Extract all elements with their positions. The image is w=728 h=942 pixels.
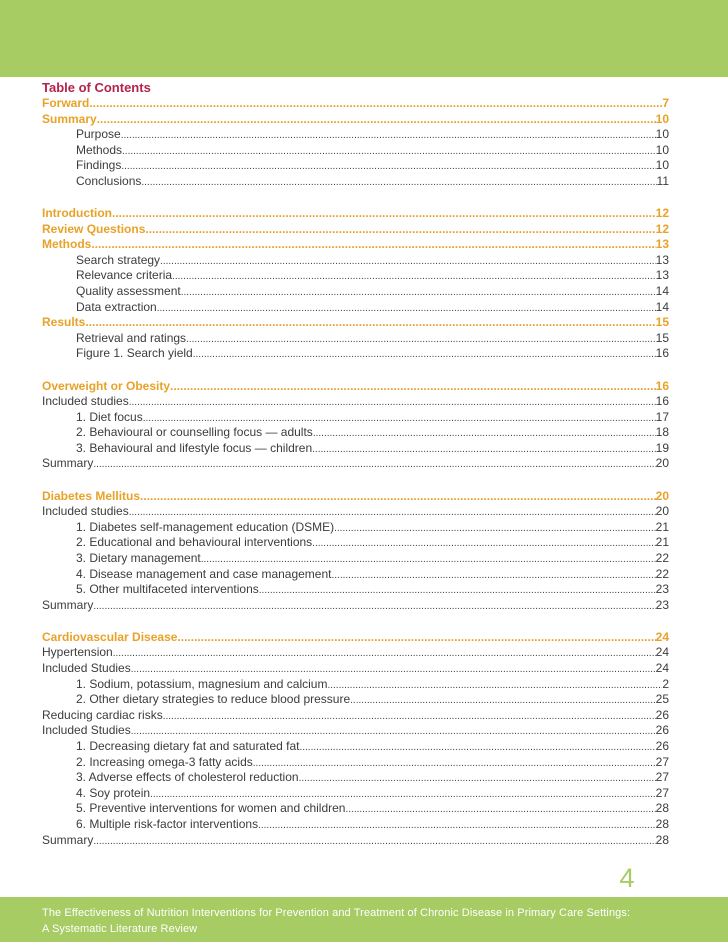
toc-entry[interactable] bbox=[42, 661, 669, 677]
toc-entry[interactable] bbox=[42, 456, 669, 472]
toc-leader-dots bbox=[97, 112, 656, 128]
toc-leader-dots bbox=[193, 346, 656, 362]
toc-entry-label: Introduction bbox=[42, 206, 112, 221]
toc-entry-page: 10 bbox=[655, 158, 669, 173]
toc-leader-dots bbox=[181, 284, 656, 300]
toc-entry-page: 19 bbox=[655, 440, 669, 455]
toc-spacer bbox=[42, 472, 669, 489]
toc-entry[interactable] bbox=[42, 535, 669, 551]
toc-section-entry[interactable] bbox=[42, 630, 669, 646]
toc-entry-page: 21 bbox=[655, 535, 669, 550]
toc-entry-label: Retrieval and ratings bbox=[76, 330, 187, 345]
toc-leader-dots bbox=[145, 222, 655, 238]
toc-entry-label: Hypertension bbox=[42, 645, 113, 660]
toc-entry[interactable] bbox=[42, 770, 669, 786]
toc-entry-label: 3. Dietary management bbox=[76, 550, 201, 565]
toc-entry[interactable] bbox=[42, 677, 669, 693]
toc-entry[interactable] bbox=[42, 331, 669, 347]
toc-section-entry[interactable] bbox=[42, 315, 669, 331]
toc-entry-label: 1. Decreasing dietary fat and saturated fat bbox=[76, 738, 300, 753]
toc-entry-label: 3. Adverse effects of cholesterol reduction bbox=[76, 770, 299, 785]
toc-entry-label: Methods bbox=[76, 142, 123, 157]
toc-spacer bbox=[42, 190, 669, 207]
toc-leader-dots bbox=[160, 253, 656, 269]
toc-entry[interactable] bbox=[42, 833, 669, 849]
toc-leader-dots bbox=[113, 645, 656, 661]
footer-line-1: The Effectiveness of Nutrition Interventions for Prevention and Treatment of Chronic Disease in Primary Care Settings: bbox=[42, 907, 631, 919]
toc-entry-page: 10 bbox=[655, 111, 669, 126]
toc-entry-page: 15 bbox=[655, 315, 669, 330]
toc-entry-label: Figure 1. Search yield bbox=[76, 346, 193, 361]
toc-entry-page: 23 bbox=[655, 582, 669, 597]
toc-entry[interactable] bbox=[42, 253, 669, 269]
toc-entry-label: Reducing cardiac risks bbox=[42, 707, 163, 722]
toc-section-entry[interactable] bbox=[42, 379, 669, 395]
toc-entry-label: 2. Educational and behavioural interventions bbox=[76, 535, 313, 550]
toc-entry[interactable] bbox=[42, 645, 669, 661]
toc-entry-page: 13 bbox=[655, 252, 669, 267]
toc-entry-label: Summary bbox=[42, 597, 94, 612]
toc-entry-page: 11 bbox=[656, 173, 669, 188]
toc-entry-page: 26 bbox=[655, 738, 669, 753]
toc-leader-dots bbox=[131, 723, 656, 739]
toc-entry-page: 22 bbox=[655, 566, 669, 581]
toc-entry[interactable] bbox=[42, 755, 669, 771]
toc-entry-page: 26 bbox=[655, 723, 669, 738]
toc-entry[interactable] bbox=[42, 394, 669, 410]
toc-entry-page: 17 bbox=[655, 409, 669, 424]
toc-entry-label: 5. Preventive interventions for women and children bbox=[76, 801, 346, 816]
toc-entry-label: 1. Diet focus bbox=[76, 409, 143, 424]
toc-entry-label: Conclusions bbox=[76, 173, 142, 188]
toc-entry-label: Forward bbox=[42, 96, 90, 110]
toc-entry[interactable] bbox=[42, 801, 669, 817]
toc-entry-label: Purpose bbox=[76, 127, 121, 142]
toc-entry-page: 24 bbox=[655, 629, 669, 644]
toc-entry[interactable] bbox=[42, 346, 669, 362]
toc-entry-page: 28 bbox=[655, 816, 669, 831]
toc-leader-dots bbox=[157, 300, 656, 316]
toc-leader-dots bbox=[299, 739, 655, 755]
toc-entry[interactable] bbox=[42, 708, 669, 724]
toc-entry-label: Review Questions bbox=[42, 221, 146, 236]
toc-entry-page: 27 bbox=[655, 754, 669, 769]
toc-leader-dots bbox=[332, 567, 656, 583]
toc-leader-dots bbox=[129, 394, 656, 410]
toc-entry[interactable] bbox=[42, 441, 669, 457]
toc-leader-dots bbox=[163, 708, 656, 724]
toc-entry-page: 24 bbox=[655, 645, 669, 660]
toc-entry-label: Included Studies bbox=[42, 661, 131, 675]
toc-entry-page: 25 bbox=[655, 692, 669, 707]
toc-leader-dots bbox=[93, 598, 655, 614]
toc-entry-page: 16 bbox=[655, 346, 669, 361]
toc-entry-page: 18 bbox=[655, 425, 669, 440]
toc-leader-dots bbox=[172, 268, 656, 284]
toc-leader-dots bbox=[334, 520, 656, 536]
toc-leader-dots bbox=[131, 661, 656, 677]
toc-entry-page: 2 bbox=[662, 676, 669, 691]
footer-line-2: A Systematic Literature Review bbox=[42, 922, 198, 935]
toc-entry[interactable] bbox=[42, 410, 669, 426]
toc-title: Table of Contents bbox=[42, 80, 151, 95]
toc-leader-dots bbox=[253, 755, 656, 771]
toc-entry-page: 14 bbox=[655, 299, 669, 314]
toc-leader-dots bbox=[313, 425, 656, 441]
toc-entry[interactable] bbox=[42, 284, 669, 300]
toc-entry[interactable] bbox=[42, 268, 669, 284]
table-of-contents bbox=[42, 80, 669, 848]
toc-entry-label: 4. Soy protein bbox=[76, 785, 151, 800]
toc-entry-label: Cardiovascular Disease bbox=[42, 629, 178, 644]
toc-leader-dots bbox=[327, 677, 662, 693]
toc-entry-label: Included studies bbox=[42, 394, 129, 409]
toc-entry-label: Included studies bbox=[42, 504, 129, 519]
toc-entry[interactable] bbox=[42, 598, 669, 614]
toc-leader-dots bbox=[89, 96, 662, 112]
toc-leader-dots bbox=[350, 692, 655, 708]
page-number: 4 bbox=[619, 863, 635, 893]
toc-entry-label: 5. Other multifaceted interventions bbox=[76, 582, 259, 597]
toc-section-entry[interactable] bbox=[42, 96, 669, 112]
toc-leader-dots bbox=[143, 410, 656, 426]
toc-entry-page: 16 bbox=[655, 378, 669, 393]
toc-spacer bbox=[42, 613, 669, 630]
toc-entry-page: 7 bbox=[662, 96, 669, 110]
toc-entry-label: Summary bbox=[42, 456, 94, 471]
toc-entry[interactable] bbox=[42, 520, 669, 536]
toc-leader-dots bbox=[186, 331, 656, 347]
toc-entry-page: 20 bbox=[655, 456, 669, 471]
toc-section-entry[interactable] bbox=[42, 206, 669, 222]
toc-entry[interactable] bbox=[42, 567, 669, 583]
toc-entry[interactable] bbox=[42, 504, 669, 520]
toc-leader-dots bbox=[201, 551, 656, 567]
toc-leader-dots bbox=[259, 582, 656, 598]
toc-leader-dots bbox=[121, 127, 656, 143]
toc-entry[interactable] bbox=[42, 817, 669, 833]
toc-entry-label: 2. Other dietary strategies to reduce blood pressure bbox=[76, 692, 351, 707]
toc-entry[interactable] bbox=[42, 551, 669, 567]
toc-entry-page: 24 bbox=[655, 661, 669, 675]
toc-entry-page: 23 bbox=[655, 597, 669, 612]
toc-entry-page: 22 bbox=[655, 550, 669, 565]
toc-entry-label: Search strategy bbox=[76, 252, 161, 267]
toc-entry-label: Quality assessment bbox=[76, 284, 181, 299]
toc-entry-page: 26 bbox=[655, 707, 669, 722]
toc-entry[interactable] bbox=[42, 300, 669, 316]
footer-title bbox=[42, 906, 712, 937]
toc-entry-page: 16 bbox=[655, 394, 669, 409]
toc-entry-label: Summary bbox=[42, 832, 94, 847]
toc-entry[interactable] bbox=[42, 723, 669, 739]
toc-section-entry[interactable] bbox=[42, 222, 669, 238]
toc-entry[interactable] bbox=[42, 425, 669, 441]
toc-entry-page: 10 bbox=[655, 142, 669, 157]
toc-list bbox=[42, 96, 669, 848]
toc-entry-label: Diabetes Mellitus bbox=[42, 488, 141, 503]
toc-entry-page: 14 bbox=[655, 284, 669, 299]
toc-entry-label: 2. Behavioural or counselling focus — adults bbox=[76, 425, 313, 440]
toc-leader-dots bbox=[312, 441, 656, 457]
toc-entry-label: 3. Behavioural and lifestyle focus — children bbox=[76, 440, 313, 455]
toc-leader-dots bbox=[177, 630, 655, 646]
toc-entry-label: 4. Disease management and case management bbox=[76, 566, 332, 581]
toc-entry-page: 28 bbox=[655, 832, 669, 847]
toc-entry-page: 10 bbox=[655, 127, 669, 142]
toc-entry[interactable] bbox=[42, 127, 669, 143]
toc-entry-page: 20 bbox=[655, 488, 669, 503]
toc-section-entry[interactable] bbox=[42, 489, 669, 505]
header-band bbox=[0, 0, 728, 77]
toc-entry-page: 15 bbox=[655, 330, 669, 345]
toc-entry-label: Results bbox=[42, 315, 86, 330]
toc-leader-dots bbox=[122, 143, 656, 159]
toc-entry-label: Summary bbox=[42, 111, 97, 126]
toc-section-entry[interactable] bbox=[42, 237, 669, 253]
toc-entry-page: 12 bbox=[655, 221, 669, 236]
toc-entry-label: Overweight or Obesity bbox=[42, 378, 171, 393]
toc-entry[interactable] bbox=[42, 143, 669, 159]
toc-entry[interactable] bbox=[42, 158, 669, 174]
toc-entry-label: 2. Increasing omega-3 fatty acids bbox=[76, 754, 253, 769]
toc-entry-page: 13 bbox=[655, 237, 669, 252]
toc-entry-label: Included Studies bbox=[42, 723, 131, 738]
toc-leader-dots bbox=[140, 489, 656, 505]
toc-entry[interactable] bbox=[42, 582, 669, 598]
toc-entry-label: Relevance criteria bbox=[76, 268, 173, 283]
toc-leader-dots bbox=[93, 833, 655, 849]
toc-section-entry[interactable] bbox=[42, 112, 669, 128]
toc-entry[interactable] bbox=[42, 739, 669, 755]
toc-entry-page: 28 bbox=[655, 801, 669, 816]
toc-entry[interactable] bbox=[42, 174, 669, 190]
toc-leader-dots bbox=[112, 206, 656, 222]
toc-leader-dots bbox=[150, 786, 656, 802]
toc-entry-label: 1. Diabetes self-management education (DSME) bbox=[76, 519, 335, 534]
toc-entry-page: 13 bbox=[655, 268, 669, 283]
toc-entry-label: Methods bbox=[42, 237, 92, 252]
toc-leader-dots bbox=[299, 770, 656, 786]
toc-leader-dots bbox=[141, 174, 656, 190]
toc-leader-dots bbox=[129, 504, 656, 520]
toc-leader-dots bbox=[312, 535, 655, 551]
toc-spacer bbox=[42, 362, 669, 379]
toc-leader-dots bbox=[121, 158, 655, 174]
toc-leader-dots bbox=[345, 801, 655, 817]
toc-leader-dots bbox=[170, 379, 656, 395]
toc-entry-page: 27 bbox=[655, 770, 669, 785]
toc-entry-label: 1. Sodium, potassium, magnesium and calcium bbox=[76, 676, 328, 691]
toc-entry[interactable] bbox=[42, 786, 669, 802]
toc-entry-label: Findings bbox=[76, 158, 122, 173]
toc-leader-dots bbox=[85, 315, 655, 331]
toc-entry-page: 21 bbox=[655, 519, 669, 534]
toc-leader-dots bbox=[258, 817, 656, 833]
toc-entry-page: 27 bbox=[655, 785, 669, 800]
toc-entry-page: 12 bbox=[655, 206, 669, 221]
toc-leader-dots bbox=[91, 237, 655, 253]
toc-entry[interactable] bbox=[42, 692, 669, 708]
toc-entry-label: Data extraction bbox=[76, 299, 157, 314]
toc-leader-dots bbox=[93, 456, 655, 472]
toc-entry-label: 6. Multiple risk-factor interventions bbox=[76, 816, 259, 831]
toc-entry-page: 20 bbox=[655, 504, 669, 519]
